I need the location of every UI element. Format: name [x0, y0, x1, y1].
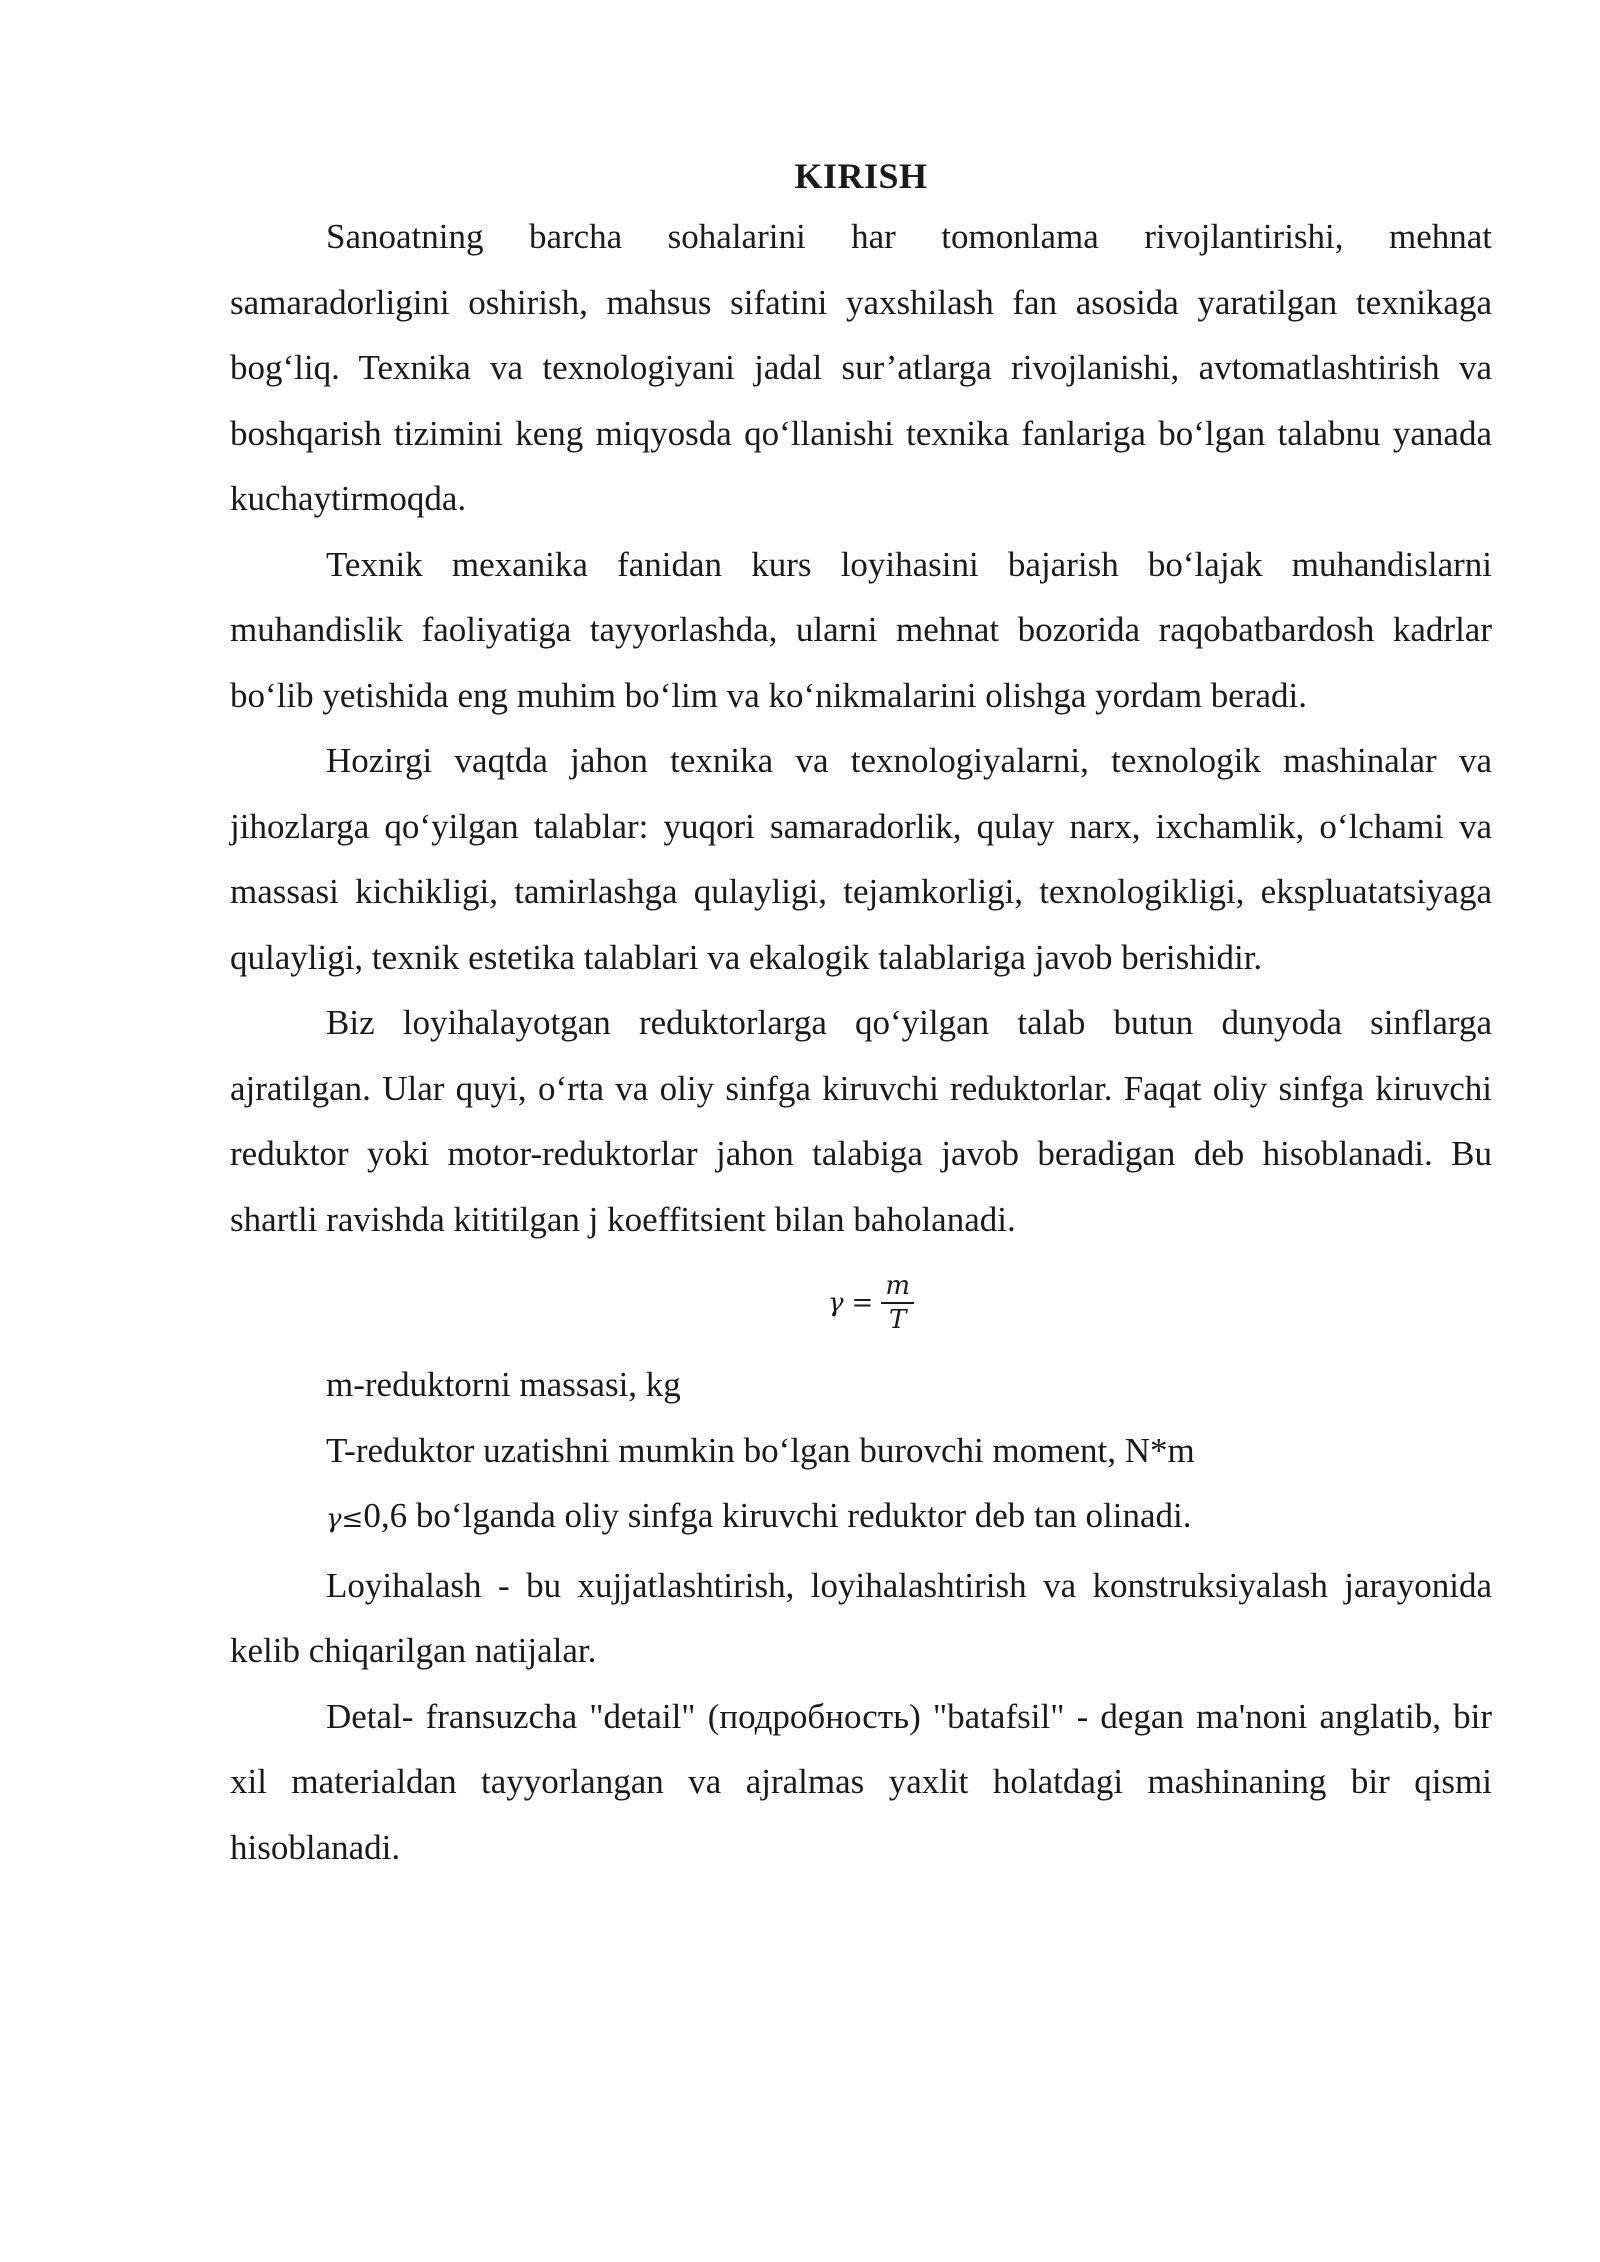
formula-fraction — [881, 1270, 914, 1336]
paragraph-reducers: Biz loyihalayotgan reduktorlarga qo‘yilgan talab butun dunyoda sinflarga ajratilgan. Ular quyi, o‘rta va oliy sinfga kiruvchi reduktorlar. Faqat oliy sinfga kiruvchi reduktor yoki motor-reduktorlar jahon talabiga javob beradigan deb hisoblanadi. Bu shartli ravishda kititilgan j koeffitsient bilan baholanadi. — [230, 1003, 1492, 1239]
paragraph-design-definition: Loyihalash - bu xujjatlashtirish, loyihalashtirish va konstruksiyalash jarayonida kelib chiqarilgan natijalar. — [230, 1565, 1492, 1670]
formula-lhs: γ — [828, 1288, 844, 1318]
condition-text: 0,6 bo‘lganda oliy sinfga kiruvchi reduktor deb tan olinadi. — [363, 1496, 1192, 1535]
condition-symbol: γ — [326, 1504, 342, 1534]
document-title: KIRISH — [794, 156, 928, 196]
condition-line — [230, 1483, 1492, 1553]
definition-mass: m-reduktorni massasi, kg — [326, 1365, 681, 1404]
paragraph-course-project: Texnik mexanika fanidan kurs loyihasini bajarish bo‘lajak muhandislarni muhandislik faoliyatiga tayyorlashda, ularni mehnat bozorida raqobatbardosh kadrlar bo‘lib yetishida eng muhim bo‘lim va ko‘nikmalarini olishga yordam beradi. — [230, 544, 1492, 715]
formula-numerator: m — [881, 1270, 914, 1304]
document-body — [230, 150, 1492, 1880]
definition-torque: T-reduktor uzatishni mumkin bo‘lgan burovchi moment, N*m — [326, 1430, 1195, 1470]
formula-denominator: T — [889, 1305, 907, 1335]
paragraph-requirements: Hozirgi vaqtda jahon texnika va texnologiyalarni, texnologik mashinalar va jihozlarga qo‘yilgan talablar: yuqori samaradorlik, qulay narx, ixchamlik, o‘lchami va massasi kichikligi, tamirlashga qulayligi, tejamkorligi, texnologikligi, ekspluatatsiyaga qulayligi, texnik estetika talablari va ekalogik talablariga javob berishidir. — [230, 741, 1492, 977]
paragraph-detail-definition: Detal- fransuzcha "detail" (подробность) "batafsil" - degan ma'noni anglatib, bir xil materialdan tayyorlangan va ajralmas yaxlit holatdagi mashinaning bir qismi hisoblanadi. — [230, 1696, 1492, 1867]
condition-operator: ≤ — [341, 1504, 364, 1534]
formula-equals: = — [851, 1288, 874, 1318]
paragraph-intro: Sanoatning barcha sohalarini har tomonlama rivojlantirishi, mehnat samaradorligini oshirish, mahsus sifatini yaxshilash fan asosida yaratilgan texnikaga bog‘liq. Texnika va texnologiyani jadal sur’atlarga rivojlanishi, avtomatlashtirish va boshqarish tizimini keng miqyosda qo‘llanishi texnika fanlariga bo‘lgan talabnu yanada kuchaytirmoqda. — [230, 217, 1492, 518]
formula-gamma — [230, 1270, 1492, 1346]
